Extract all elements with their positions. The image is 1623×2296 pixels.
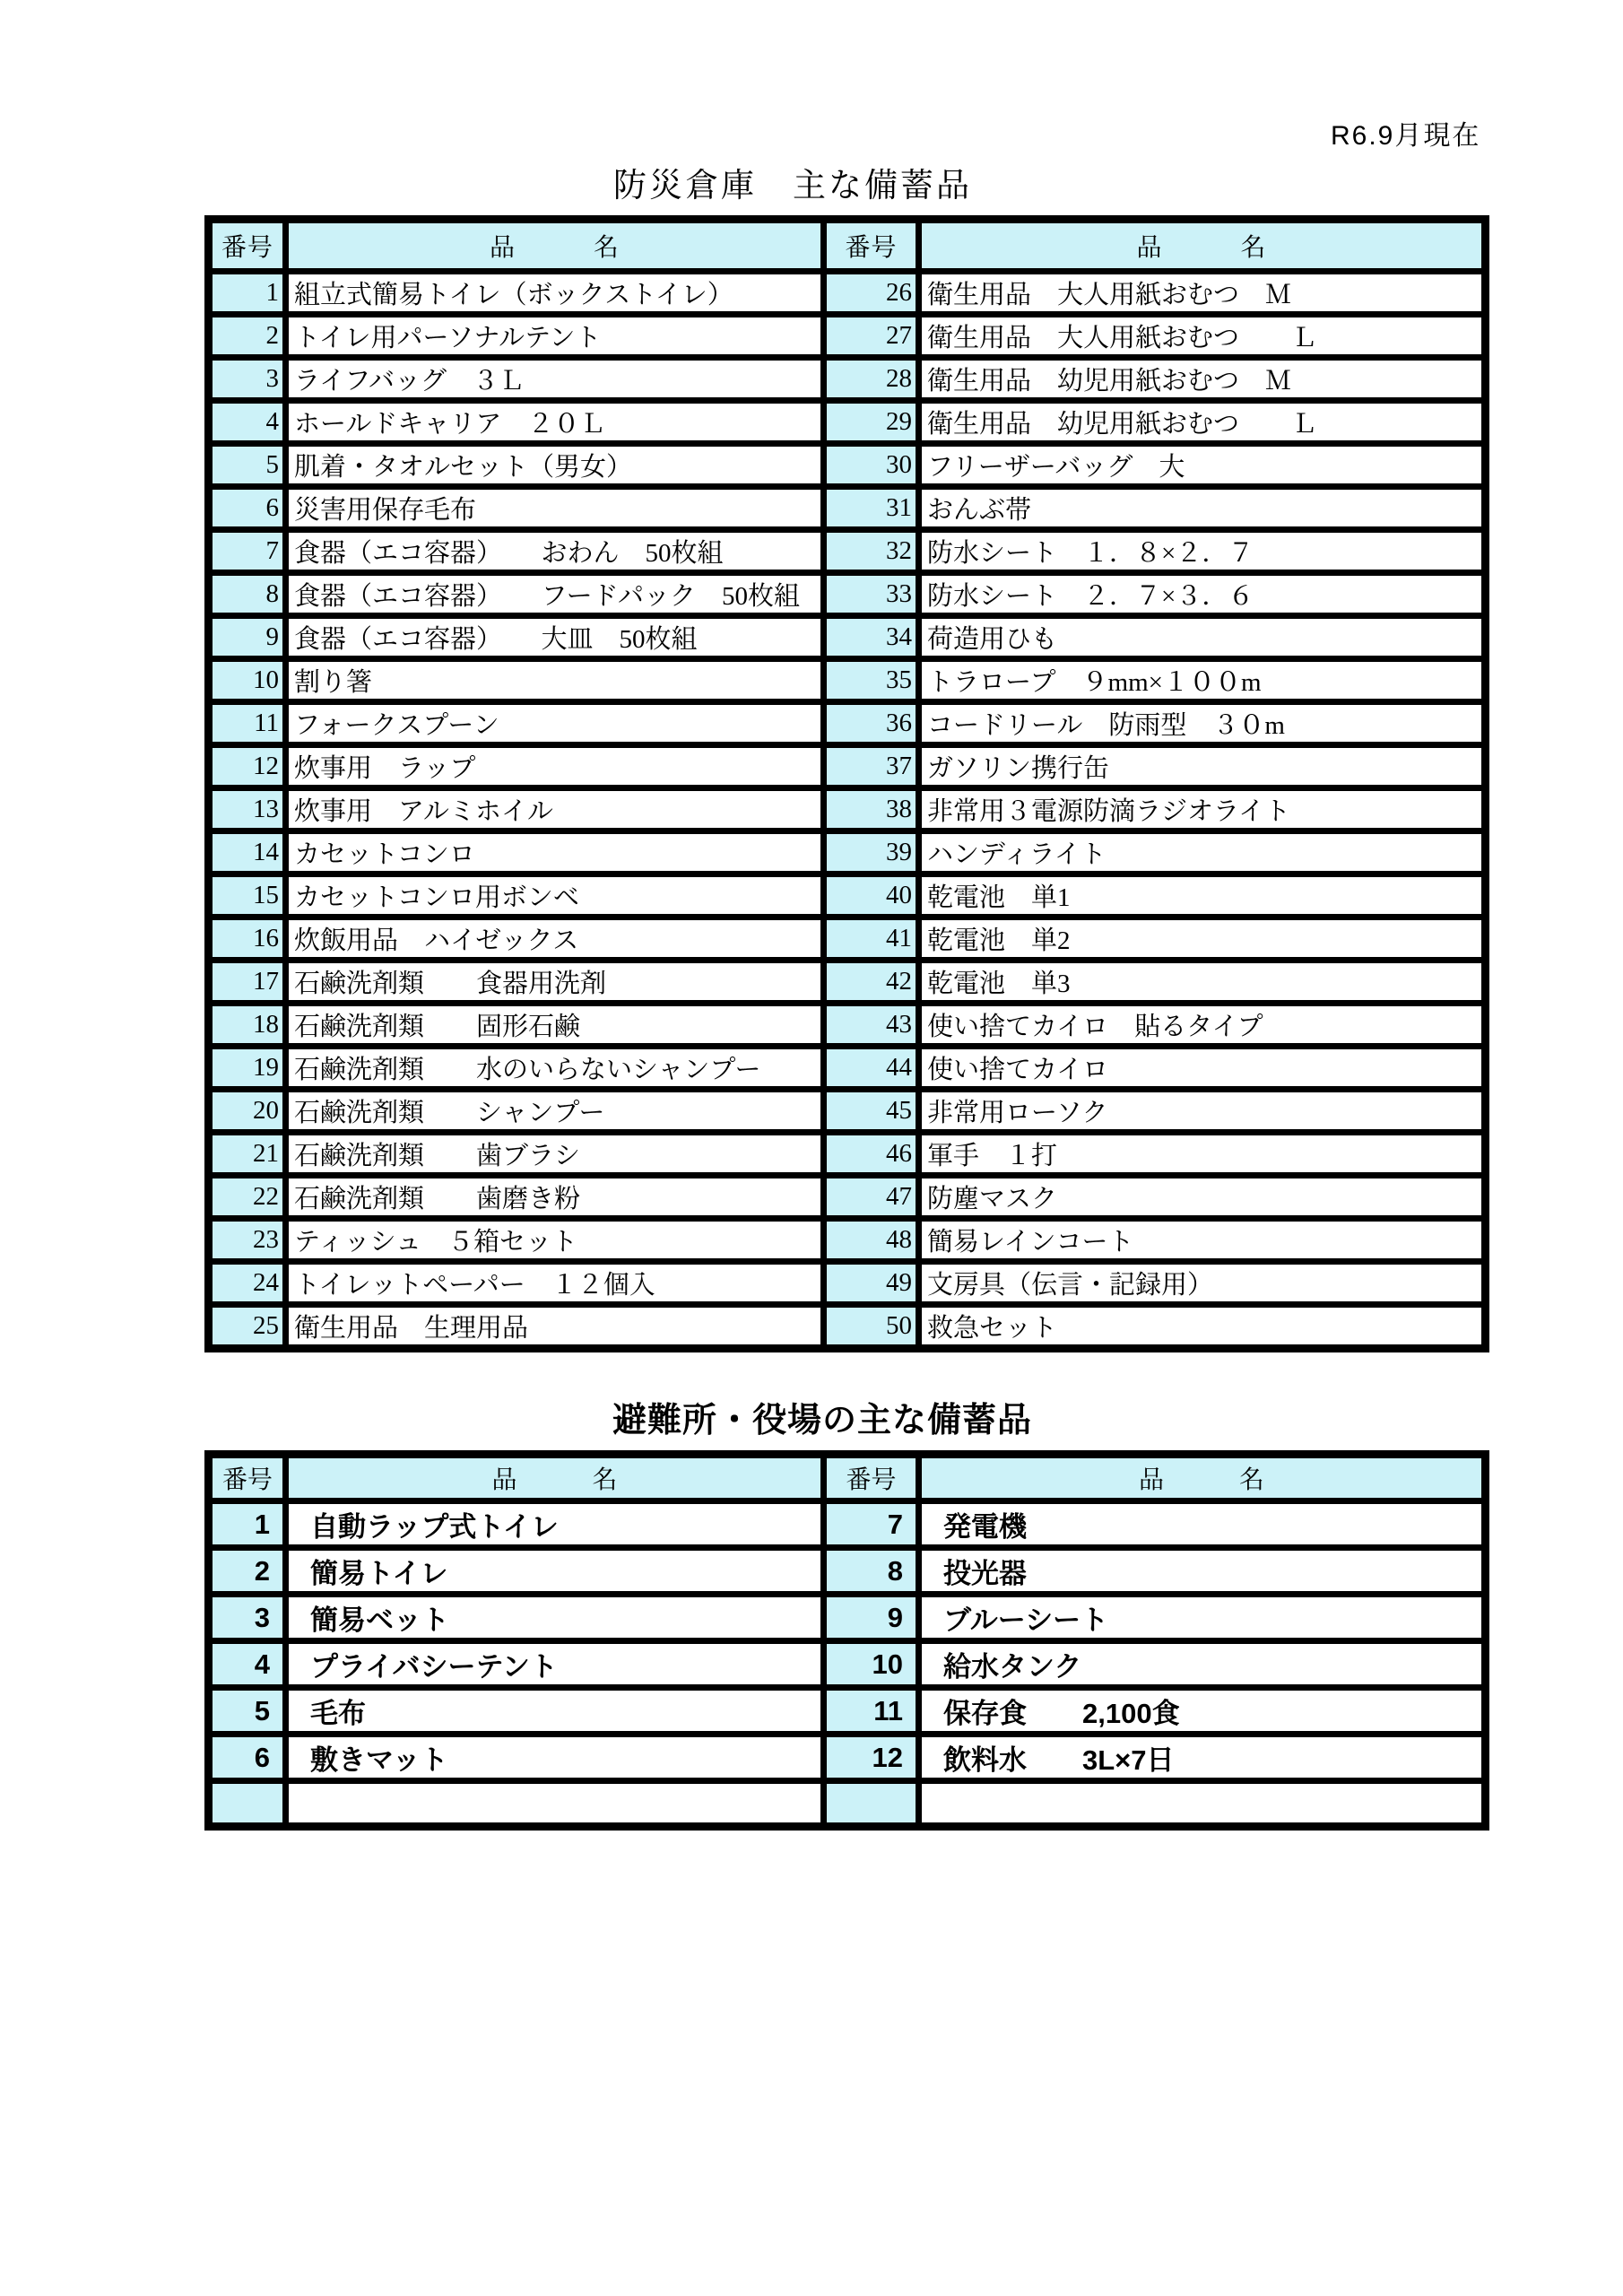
item-number-cell: 31 [824, 487, 919, 530]
item-name-cell: 防水シート ２．７×３．６ [919, 573, 1486, 616]
item-name-cell: 食器（エコ容器） おわん 50枚組 [286, 530, 824, 573]
item-number-cell: 18 [209, 1004, 286, 1047]
item-name-cell: 石鹸洗剤類 シャンプー [286, 1090, 824, 1133]
item-name-cell: 非常用ローソク [919, 1090, 1486, 1133]
item-name-cell: ティッシュ ５箱セット [286, 1219, 824, 1262]
item-number-cell: 28 [824, 358, 919, 401]
item-number-cell: 33 [824, 573, 919, 616]
item-name-cell: 石鹸洗剤類 水のいらないシャンプー [286, 1047, 824, 1090]
item-number-cell: 8 [824, 1548, 919, 1595]
item-name-cell: おんぶ帯 [919, 487, 1486, 530]
item-name-cell: 荷造用ひも [919, 616, 1486, 659]
col-header-name: 品 名 [286, 1455, 824, 1501]
storage-table-title: 防災倉庫 主な備蓄品 [613, 168, 972, 204]
item-number-cell: 3 [209, 358, 286, 401]
col-header-name: 品 名 [919, 220, 1486, 272]
table-row [209, 831, 1486, 874]
item-number-cell: 6 [209, 487, 286, 530]
item-name-cell: トイレットペーパー １２個入 [286, 1262, 824, 1305]
item-number-cell: 11 [824, 1688, 919, 1735]
item-name-cell: 石鹸洗剤類 歯磨き粉 [286, 1176, 824, 1219]
item-name-cell: 使い捨てカイロ [919, 1047, 1486, 1090]
item-number-cell: 19 [209, 1047, 286, 1090]
item-name-cell: ガソリン携行缶 [919, 745, 1486, 788]
table-row [209, 874, 1486, 918]
item-number-cell: 49 [824, 1262, 919, 1305]
item-name-cell: 簡易ベット [286, 1595, 824, 1641]
item-number-cell: 4 [209, 1641, 286, 1688]
storage-table [204, 215, 1489, 1352]
item-name-cell: 毛布 [286, 1688, 824, 1735]
item-name-cell: 衛生用品 生理用品 [286, 1305, 824, 1349]
item-number-cell: 50 [824, 1305, 919, 1349]
item-name-cell: フリーザーバッグ 大 [919, 444, 1486, 487]
item-name-cell: 石鹸洗剤類 食器用洗剤 [286, 961, 824, 1004]
table-row [209, 444, 1486, 487]
table-row [209, 918, 1486, 961]
col-header-number: 番号 [209, 1455, 286, 1501]
item-number-cell: 26 [824, 272, 919, 315]
item-number-cell: 27 [824, 315, 919, 358]
item-number-cell: 15 [209, 874, 286, 918]
item-number-cell: 17 [209, 961, 286, 1004]
item-number-cell: 5 [209, 1688, 286, 1735]
item-number-cell: 30 [824, 444, 919, 487]
item-name-cell: 飲料水 3L×7日 [919, 1735, 1486, 1781]
item-name-cell [286, 1781, 824, 1827]
item-name-cell: 炊事用 アルミホイル [286, 788, 824, 831]
item-number-cell: 42 [824, 961, 919, 1004]
item-number-cell: 29 [824, 401, 919, 444]
as-of-date: R6.9月現在 [1331, 121, 1481, 151]
item-name-cell: フォークスプーン [286, 702, 824, 745]
item-number-cell: 7 [209, 530, 286, 573]
table-row [209, 487, 1486, 530]
item-name-cell: 組立式簡易トイレ（ボックストイレ） [286, 272, 824, 315]
table-row [209, 961, 1486, 1004]
item-number-cell: 44 [824, 1047, 919, 1090]
table-row [209, 745, 1486, 788]
item-number-cell [209, 1781, 286, 1827]
item-number-cell: 25 [209, 1305, 286, 1349]
item-number-cell: 39 [824, 831, 919, 874]
item-number-cell: 34 [824, 616, 919, 659]
item-name-cell: 投光器 [919, 1548, 1486, 1595]
item-number-cell: 4 [209, 401, 286, 444]
item-name-cell: ハンディライト [919, 831, 1486, 874]
table-row [209, 1548, 1486, 1595]
item-name-cell: 乾電池 単1 [919, 874, 1486, 918]
table-row [209, 573, 1486, 616]
item-number-cell: 8 [209, 573, 286, 616]
item-number-cell: 10 [209, 659, 286, 702]
table-row [209, 659, 1486, 702]
table-row [209, 401, 1486, 444]
item-number-cell: 36 [824, 702, 919, 745]
item-name-cell: 給水タンク [919, 1641, 1486, 1688]
item-name-cell: 衛生用品 幼児用紙おむつ Ｌ [919, 401, 1486, 444]
item-number-cell: 10 [824, 1641, 919, 1688]
col-header-name: 品 名 [919, 1455, 1486, 1501]
item-name-cell: ライフバッグ ３Ｌ [286, 358, 824, 401]
shelter-table-title: 避難所・役場の主な備蓄品 [612, 1402, 1032, 1439]
item-name-cell: ホールドキャリア ２０Ｌ [286, 401, 824, 444]
table-row [209, 616, 1486, 659]
item-number-cell: 38 [824, 788, 919, 831]
item-number-cell: 41 [824, 918, 919, 961]
item-name-cell: ブルーシート [919, 1595, 1486, 1641]
item-name-cell: 炊飯用品 ハイゼックス [286, 918, 824, 961]
table-row [209, 1004, 1486, 1047]
item-name-cell: 発電機 [919, 1501, 1486, 1548]
item-number-cell: 7 [824, 1501, 919, 1548]
item-name-cell: 敷きマット [286, 1735, 824, 1781]
table-row [209, 702, 1486, 745]
item-name-cell: 石鹸洗剤類 歯ブラシ [286, 1133, 824, 1176]
item-name-cell: カセットコンロ用ボンベ [286, 874, 824, 918]
item-number-cell: 12 [209, 745, 286, 788]
item-name-cell: 肌着・タオルセット（男女） [286, 444, 824, 487]
table-row [209, 1595, 1486, 1641]
table-row [209, 530, 1486, 573]
item-number-cell: 14 [209, 831, 286, 874]
item-number-cell: 40 [824, 874, 919, 918]
item-name-cell: 救急セット [919, 1305, 1486, 1349]
item-name-cell: 簡易レインコート [919, 1219, 1486, 1262]
table-row [209, 315, 1486, 358]
item-name-cell: 使い捨てカイロ 貼るタイプ [919, 1004, 1486, 1047]
col-header-number: 番号 [824, 1455, 919, 1501]
item-name-cell: トラロープ ９mm×１００m [919, 659, 1486, 702]
item-name-cell: プライバシーテント [286, 1641, 824, 1688]
item-name-cell: 軍手 １打 [919, 1133, 1486, 1176]
col-header-name: 品 名 [286, 220, 824, 272]
item-name-cell: 乾電池 単3 [919, 961, 1486, 1004]
table-row [209, 1641, 1486, 1688]
table-row [209, 1047, 1486, 1090]
item-number-cell: 22 [209, 1176, 286, 1219]
item-number-cell: 47 [824, 1176, 919, 1219]
item-number-cell: 12 [824, 1735, 919, 1781]
table-row [209, 1305, 1486, 1349]
table-row [209, 1262, 1486, 1305]
table-row [209, 1133, 1486, 1176]
item-number-cell: 2 [209, 315, 286, 358]
item-name-cell: 衛生用品 大人用紙おむつ Ｌ [919, 315, 1486, 358]
item-name-cell: 自動ラップ式トイレ [286, 1501, 824, 1548]
table-row [209, 358, 1486, 401]
item-number-cell: 13 [209, 788, 286, 831]
item-name-cell: コードリール 防雨型 ３０m [919, 702, 1486, 745]
item-number-cell: 20 [209, 1090, 286, 1133]
item-number-cell: 32 [824, 530, 919, 573]
item-name-cell: 防塵マスク [919, 1176, 1486, 1219]
item-number-cell: 16 [209, 918, 286, 961]
item-number-cell: 43 [824, 1004, 919, 1047]
item-number-cell: 5 [209, 444, 286, 487]
storage-header-row [209, 220, 1486, 272]
item-name-cell: カセットコンロ [286, 831, 824, 874]
item-number-cell: 23 [209, 1219, 286, 1262]
item-name-cell: 石鹸洗剤類 固形石鹸 [286, 1004, 824, 1047]
item-number-cell: 9 [824, 1595, 919, 1641]
item-name-cell: 衛生用品 幼児用紙おむつ Ｍ [919, 358, 1486, 401]
item-number-cell: 9 [209, 616, 286, 659]
item-number-cell: 35 [824, 659, 919, 702]
item-name-cell: 文房具（伝言・記録用） [919, 1262, 1486, 1305]
item-name-cell: 防水シート １．８×２．７ [919, 530, 1486, 573]
item-number-cell: 1 [209, 1501, 286, 1548]
item-name-cell: 炊事用 ラップ [286, 745, 824, 788]
item-name-cell: 衛生用品 大人用紙おむつ Ｍ [919, 272, 1486, 315]
table-row [209, 1219, 1486, 1262]
item-name-cell: 簡易トイレ [286, 1548, 824, 1595]
table-row [209, 1090, 1486, 1133]
item-number-cell: 24 [209, 1262, 286, 1305]
item-name-cell: 食器（エコ容器） 大皿 50枚組 [286, 616, 824, 659]
item-number-cell: 46 [824, 1133, 919, 1176]
item-name-cell: 食器（エコ容器） フードパック 50枚組 [286, 573, 824, 616]
table-row [209, 788, 1486, 831]
col-header-number: 番号 [824, 220, 919, 272]
item-number-cell: 21 [209, 1133, 286, 1176]
item-name-cell: 非常用３電源防滴ラジオライト [919, 788, 1486, 831]
item-name-cell: 乾電池 単2 [919, 918, 1486, 961]
item-number-cell: 2 [209, 1548, 286, 1595]
item-name-cell: 割り箸 [286, 659, 824, 702]
table-row [209, 1501, 1486, 1548]
item-number-cell: 6 [209, 1735, 286, 1781]
shelter-table [204, 1450, 1489, 1831]
item-number-cell: 45 [824, 1090, 919, 1133]
table-row [209, 1735, 1486, 1781]
table-row [209, 1781, 1486, 1827]
item-number-cell: 3 [209, 1595, 286, 1641]
table-row [209, 1176, 1486, 1219]
table-row [209, 272, 1486, 315]
item-number-cell: 48 [824, 1219, 919, 1262]
item-name-cell: 保存食 2,100食 [919, 1688, 1486, 1735]
shelter-header-row [209, 1455, 1486, 1501]
item-number-cell [824, 1781, 919, 1827]
item-name-cell: 災害用保存毛布 [286, 487, 824, 530]
item-number-cell: 37 [824, 745, 919, 788]
item-name-cell: トイレ用パーソナルテント [286, 315, 824, 358]
item-number-cell: 11 [209, 702, 286, 745]
table-row [209, 1688, 1486, 1735]
item-number-cell: 1 [209, 272, 286, 315]
item-name-cell [919, 1781, 1486, 1827]
col-header-number: 番号 [209, 220, 286, 272]
